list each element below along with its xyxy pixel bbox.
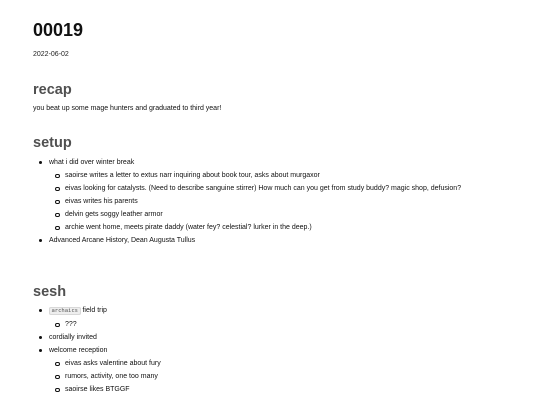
list-item-text: what i did over winter break	[49, 159, 135, 166]
list-item: archie went home, meets pirate daddy (water fey? celestial? lurker in the deep.)	[49, 223, 513, 232]
list-item-text: field trip	[80, 307, 107, 314]
page-date: 2022-06-02	[33, 51, 69, 58]
list-item	[33, 158, 513, 232]
sesh-heading: sesh	[33, 284, 67, 300]
list-item: eivas looking for catalysts. (Need to describe sanguine stirrer) How much can you get from study buddy? magic shop, defusion?	[49, 184, 513, 193]
sub-list	[49, 359, 513, 394]
list-item: ???	[49, 320, 513, 329]
inline-code: archaics	[49, 307, 81, 315]
sesh-list	[33, 306, 513, 398]
list-item: eivas asks valentine about fury	[49, 359, 513, 368]
list-item: rumors, activity, one too many	[49, 372, 513, 381]
page-title: 00019	[33, 20, 84, 40]
list-item	[33, 346, 513, 394]
list-item: delvin gets soggy leather armor	[49, 210, 513, 219]
list-item: eivas writes his parents	[49, 197, 513, 206]
list-item: saoirse likes BTGGF	[49, 385, 513, 394]
recap-heading: recap	[33, 82, 72, 98]
list-item-text: cordially invited	[49, 334, 97, 341]
setup-list	[33, 158, 513, 249]
list-item	[33, 306, 513, 329]
recap-text: you beat up some mage hunters and graduated to third year!	[33, 105, 222, 112]
list-item	[33, 333, 513, 342]
setup-heading: setup	[33, 135, 72, 151]
list-item-text: Advanced Arcane History, Dean Augusta Tullus	[49, 237, 196, 244]
list-item	[33, 236, 513, 245]
sub-list	[49, 320, 513, 329]
list-item: saoirse writes a letter to extus narr inquiring about book tour, asks about murgaxor	[49, 171, 513, 180]
list-item-text: welcome reception	[49, 347, 108, 354]
sub-list	[49, 171, 513, 232]
